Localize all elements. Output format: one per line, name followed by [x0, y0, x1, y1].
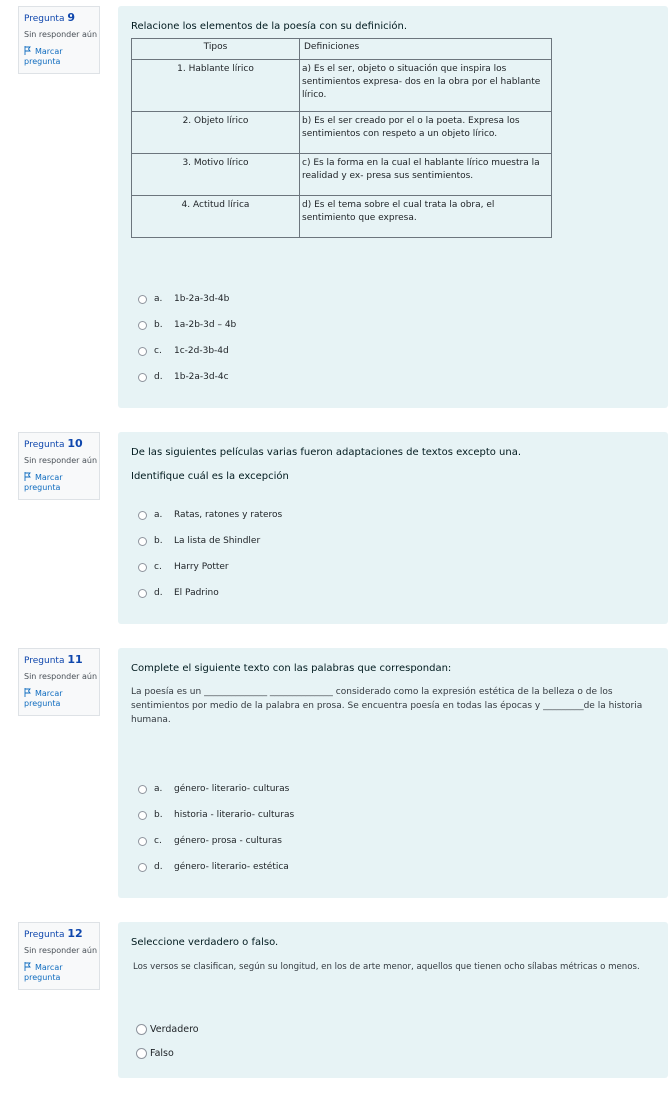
table-cell: 2. Objeto lírico	[132, 112, 300, 154]
flag-question-link[interactable]: Marcar pregunta	[24, 689, 63, 708]
flag-question-link[interactable]: Marcar pregunta	[24, 963, 63, 982]
radio-button[interactable]	[138, 863, 147, 872]
radio-button[interactable]	[138, 347, 147, 356]
question-11-text: Complete el siguiente texto con las palabras que correspondan:	[131, 663, 452, 674]
flag-question-link[interactable]: Marcar pregunta	[24, 473, 63, 492]
table-cell: 3. Motivo lírico	[132, 154, 300, 196]
answer-option-b[interactable]: b. La lista de Shindler	[138, 528, 282, 554]
table-cell: 4. Actitud lírica	[132, 196, 300, 238]
question-number: Pregunta 11	[24, 653, 83, 666]
question-number: Pregunta 10	[24, 437, 83, 450]
answer-options	[138, 776, 294, 880]
table-cell: c) Es la forma en la cual el hablante lírico muestra la realidad y ex- presa sus sentimientos.	[300, 154, 552, 196]
answer-option-d[interactable]: d. género- literario- estética	[138, 854, 294, 880]
answer-options	[136, 1017, 199, 1065]
question-12-content	[118, 922, 668, 1078]
question-9-text: Relacione los elementos de la poesía con su definición.	[131, 21, 408, 32]
radio-button[interactable]	[138, 511, 147, 520]
flag-icon	[24, 962, 32, 971]
answer-option-c[interactable]: c. Harry Potter	[138, 554, 282, 580]
answer-option-d[interactable]: d. El Padrino	[138, 580, 282, 606]
table-row	[132, 154, 552, 196]
question-11-content	[118, 648, 668, 898]
question-10-info	[18, 432, 100, 500]
question-state: Sin responder aún	[24, 946, 98, 955]
answer-option-a[interactable]: a. Ratas, ratones y rateros	[138, 502, 282, 528]
question-state: Sin responder aún	[24, 672, 98, 681]
question-number: Pregunta 12	[24, 927, 83, 940]
question-10-text: De las siguientes películas varias fueron adaptaciones de textos excepto una.	[131, 447, 522, 458]
answer-option-false[interactable]: Falso	[136, 1041, 199, 1065]
answer-option-true[interactable]: Verdadero	[136, 1017, 199, 1041]
flag-icon	[24, 688, 32, 697]
answer-option-d[interactable]: d. 1b-2a-3d-4c	[138, 364, 236, 390]
answer-option-a[interactable]: a. género- literario- culturas	[138, 776, 294, 802]
question-state: Sin responder aún	[24, 456, 98, 465]
radio-button[interactable]	[138, 589, 147, 598]
radio-button[interactable]	[138, 811, 147, 820]
flag-icon	[24, 46, 32, 55]
radio-button[interactable]	[138, 837, 147, 846]
question-number: Pregunta 9	[24, 11, 76, 24]
question-9-content	[118, 6, 668, 408]
question-10-content	[118, 432, 668, 624]
answer-option-b[interactable]: b. historia - literario- culturas	[138, 802, 294, 828]
radio-button[interactable]	[138, 295, 147, 304]
table-cell: b) Es el ser creado por el o la poeta. Expresa los sentimientos con respeto a un objeto lírico.	[300, 112, 552, 154]
table-header-tipos: Tipos	[132, 39, 300, 60]
answer-options	[138, 502, 282, 606]
table-cell: d) Es el tema sobre el cual trata la obra, el sentimiento que expresa.	[300, 196, 552, 238]
table-cell: 1. Hablante lírico	[132, 60, 300, 112]
radio-button[interactable]	[138, 785, 147, 794]
radio-button[interactable]	[136, 1048, 147, 1059]
radio-button[interactable]	[138, 537, 147, 546]
question-12-statement: Los versos se clasifican, según su longitud, en los de arte menor, aquellos que tienen ocho sílabas métricas o menos.	[133, 962, 640, 972]
table-cell: a) Es el ser, objeto o situación que inspira los sentimientos expresa- dos en la obra por el hablante lírico.	[300, 60, 552, 112]
question-11-info	[18, 648, 100, 716]
radio-button[interactable]	[138, 563, 147, 572]
question-10-subtext: Identifique cuál es la excepción	[131, 471, 289, 482]
table-row	[132, 112, 552, 154]
table-header-row	[132, 39, 552, 60]
question-12-text: Seleccione verdadero o falso.	[131, 937, 279, 948]
question-11-passage: La poesía es un ______________ ______________ considerado como la expresión estética de la belleza o de los sentimientos por medio de la palabra en prosa. Se encuentra poesía en todas las épocas y _________de la historia humana.	[131, 687, 643, 725]
answer-option-c[interactable]: c. 1c-2d-3b-4d	[138, 338, 236, 364]
relation-table	[131, 38, 552, 238]
answer-options	[138, 286, 236, 390]
answer-option-b[interactable]: b. 1a-2b-3d – 4b	[138, 312, 236, 338]
question-9-info	[18, 6, 100, 74]
question-state: Sin responder aún	[24, 30, 98, 39]
radio-button[interactable]	[136, 1024, 147, 1035]
table-header-definiciones: Definiciones	[300, 39, 552, 60]
table-row	[132, 196, 552, 238]
flag-question-link[interactable]: Marcar pregunta	[24, 47, 63, 66]
answer-option-c[interactable]: c. género- prosa - culturas	[138, 828, 294, 854]
radio-button[interactable]	[138, 373, 147, 382]
table-row	[132, 60, 552, 112]
radio-button[interactable]	[138, 321, 147, 330]
answer-option-a[interactable]: a. 1b-2a-3d-4b	[138, 286, 236, 312]
flag-icon	[24, 472, 32, 481]
question-12-info	[18, 922, 100, 990]
